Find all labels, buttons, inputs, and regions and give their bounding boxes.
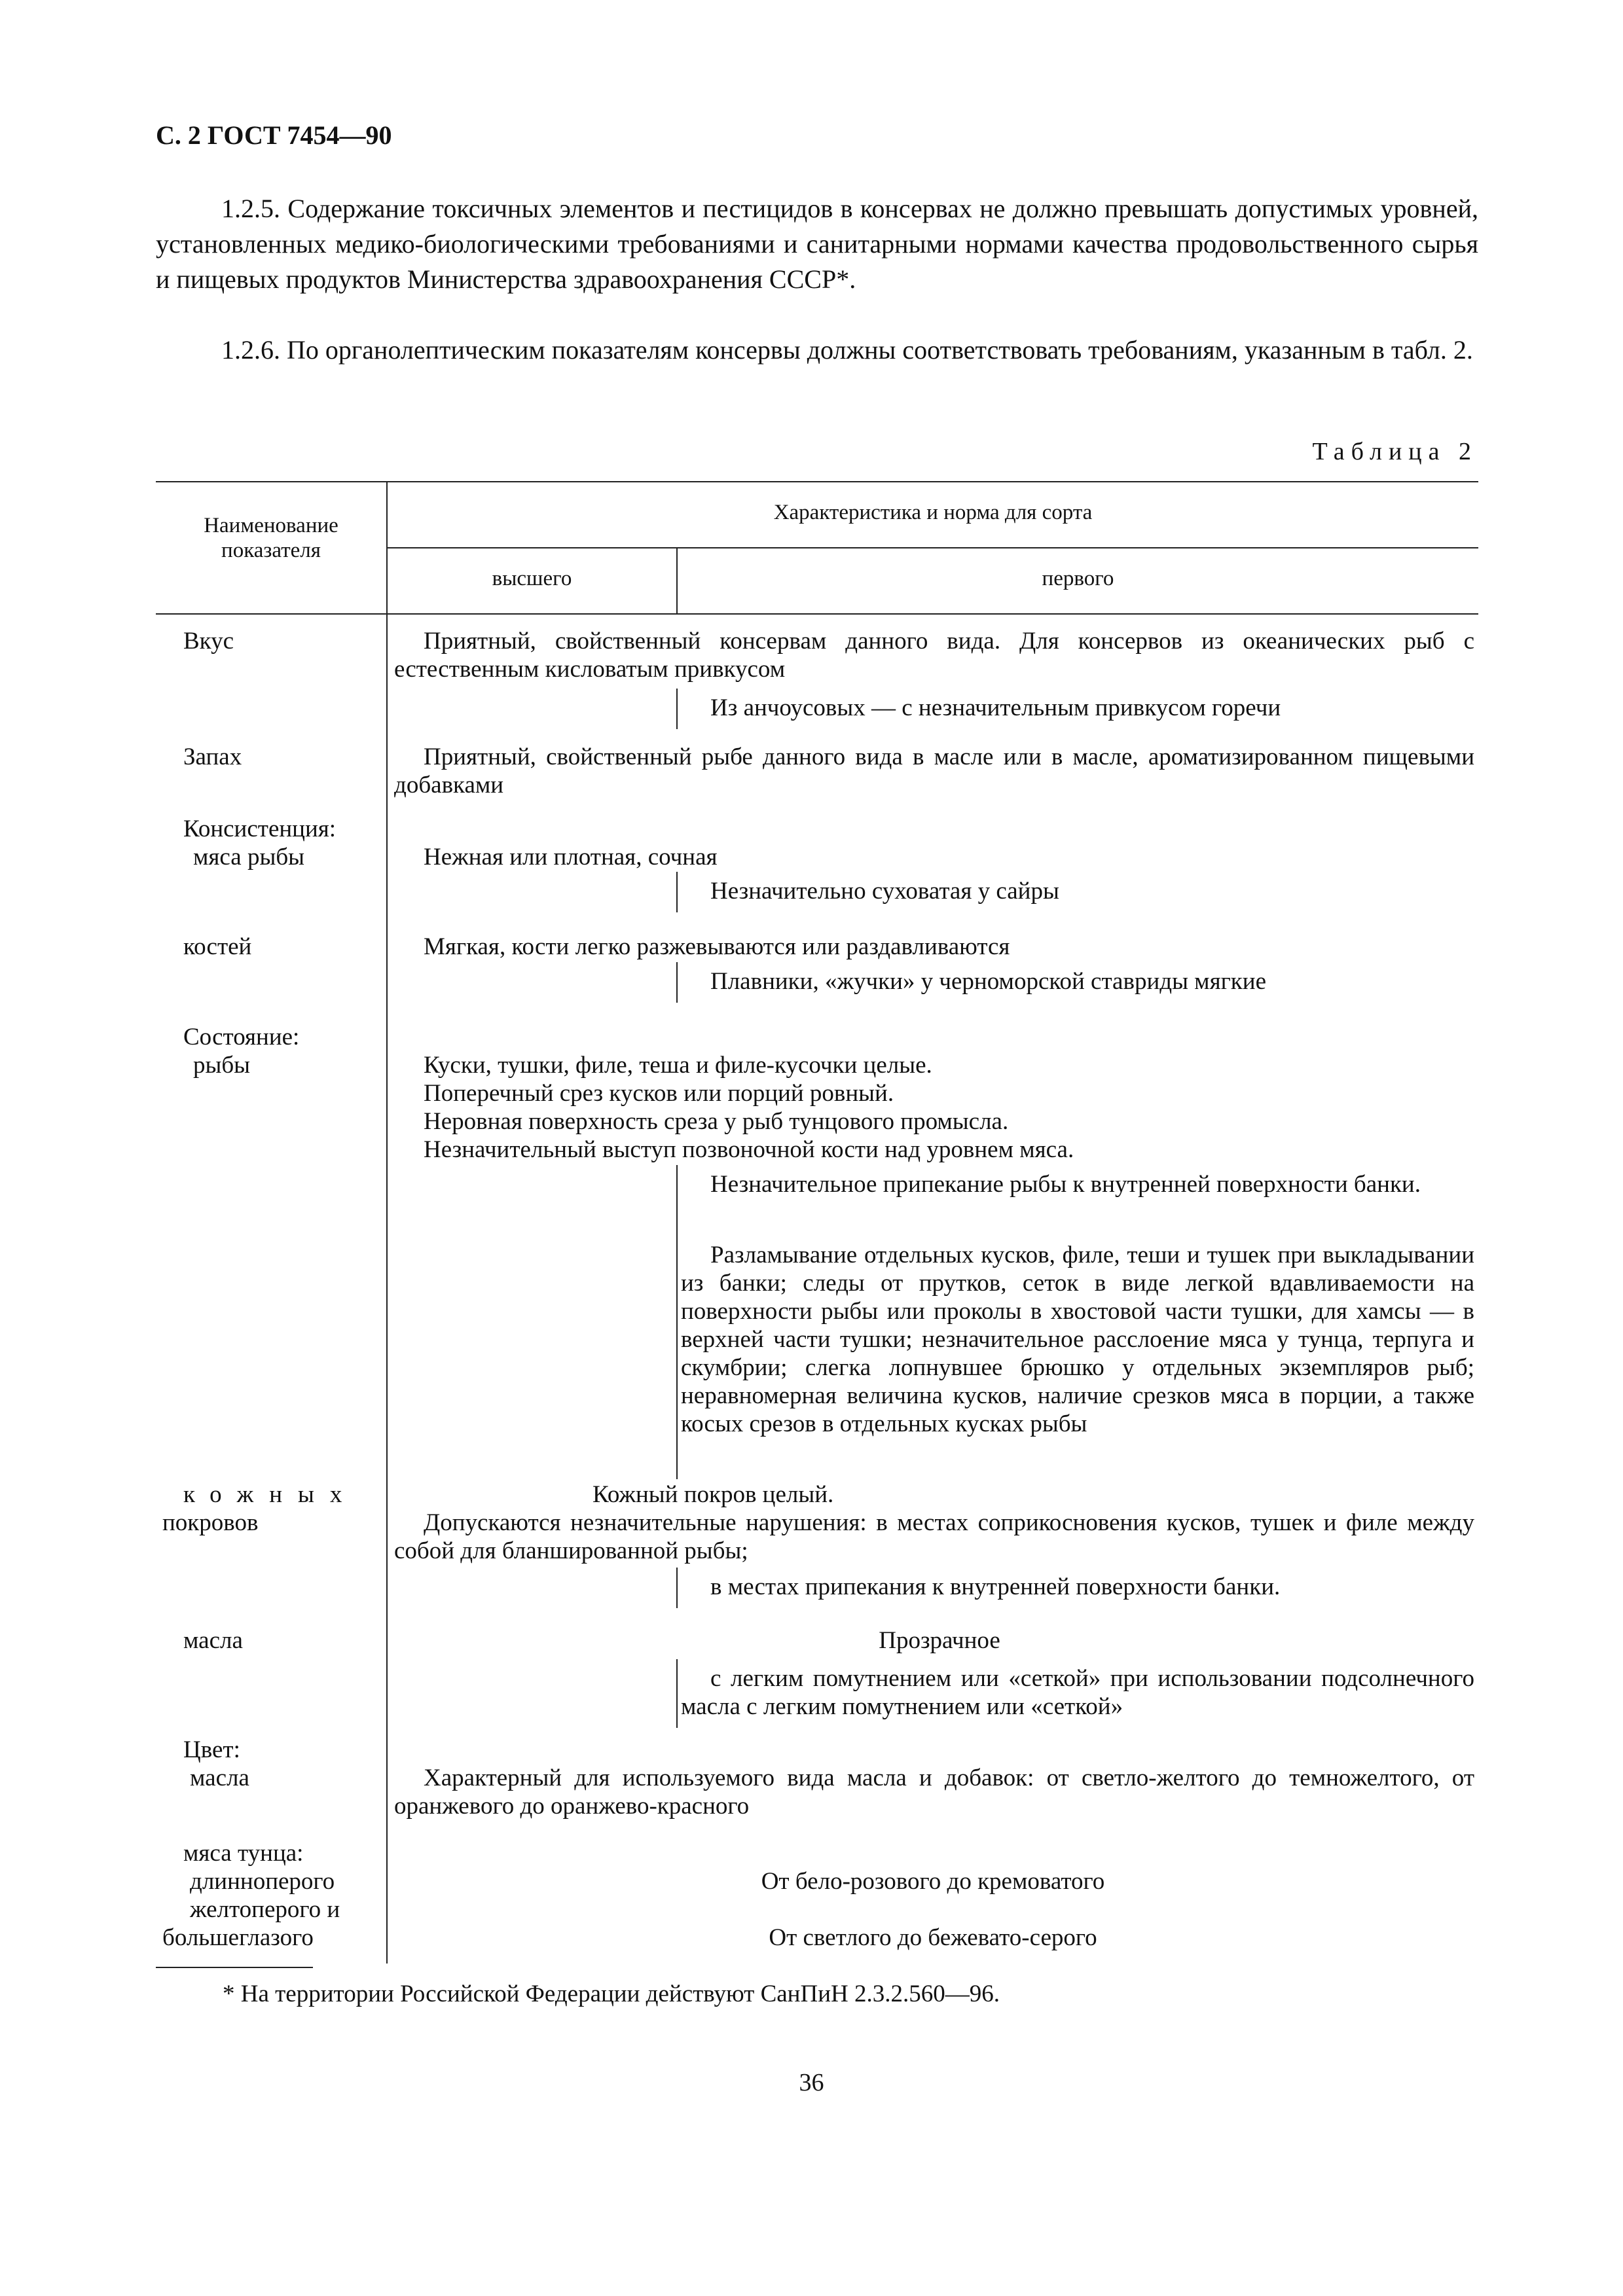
row-label-fish-meat: мяса рыбы (193, 844, 305, 870)
head-grade-first: первого (1042, 567, 1114, 590)
cell-fish-both-2: Поперечный срез кусков или порций ровный. (424, 1080, 894, 1107)
paragraph-text: 1.2.6. По органолептическим показателям консервы должны соответствовать требованиям, указанным в табл. 2. (221, 335, 1473, 365)
cell-text: в местах припекания к внутренней поверхности банки. (710, 1573, 1281, 1600)
cell-fish-both-1: Куски, тушки, филе, теша и филе-кусочки целые. (424, 1052, 932, 1079)
row-label-color: Цвет: (183, 1736, 240, 1763)
row-label-yellowfin: желтоперого и (190, 1896, 340, 1923)
cell-fish-first-1 (681, 1170, 1474, 1198)
cell-meat-first (681, 877, 1474, 905)
cell-text: Допускаются незначительные нарушения: в местах соприкосновения кусков, тушек и филе между собой для бланшированной рыбы; (394, 1509, 1474, 1564)
table-top-rule (156, 481, 1478, 482)
page-number: 36 (799, 2069, 824, 2096)
row-label-skin-a: кожных (183, 1481, 358, 1508)
footnote-rule (156, 1967, 313, 1968)
first-grade-rule (676, 872, 678, 912)
paragraph-1-2-6 (156, 332, 1478, 368)
row-label-longfin: длинноперого (190, 1868, 335, 1895)
cell-oil-first (681, 1664, 1474, 1721)
cell-text: Плавники, «жучки» у черноморской ставриды мягкие (710, 968, 1266, 995)
cell-skin-first (681, 1573, 1474, 1601)
cell-fish-both-3: Неровная поверхность среза у рыб тунцового промысла. (424, 1108, 1009, 1135)
cell-skin-both-1: Кожный покров целый. (593, 1481, 834, 1508)
row-label-smell: Запах (183, 744, 242, 770)
page-header: С. 2 ГОСТ 7454—90 (156, 120, 392, 150)
paragraph-text: 1.2.5. Содержание токсичных элементов и пестицидов в консервах не должно превышать допустимых уровней, установленных медико-биологическими требованиями и санитарными нормами качества продовольственного сырья и пищевых продуктов Министерства здравоохранения СССР*. (156, 194, 1478, 294)
first-grade-rule (676, 1165, 678, 1479)
cell-text: Разламывание отдельных кусков, филе, теши и тушек при выкладывании из банки; следы от прутков, сеток в виде легкой вдавливаемости на поверхности рыбы или проколы в хвостовой части тушки, для хамсы — в верхней части тушки; незначительное расслоение мяса у тунца, терпуга и скумбрии; слегка лопнувшее брюшко у отдельных экземпляров рыб; неравномерная величина кусков, наличие срезков мяса в порции, а также косых срезов в отдельных кусках рыбы (681, 1242, 1474, 1437)
first-grade-rule (676, 962, 678, 1003)
head-characteristic: Характеристика и норма для сорта (773, 501, 1093, 524)
cell-text: с легким помутнением или «сеткой» при использовании подсолнечного масла с легким помутнением или «сеткой» (681, 1665, 1474, 1720)
row-label-bigeye: большеглазого (162, 1924, 314, 1951)
cell-fish-first-2 (681, 1241, 1474, 1438)
cell-tuna-yellowfin-bigeye: От светлого до бежевато-серого (769, 1924, 1097, 1951)
cell-text: Нежная или плотная, сочная (424, 844, 718, 870)
footnote: * На территории Российской Федерации действуют СанПиН 2.3.2.560—96. (223, 1981, 1000, 2007)
cell-tuna-longfin: От бело-розового до кремоватого (761, 1868, 1105, 1895)
cell-bones-first (681, 967, 1474, 996)
cell-text: Незначительное припекание рыбы к внутренней поверхности банки. (710, 1171, 1421, 1198)
row-label-oil: масла (183, 1627, 243, 1654)
table-label: Таблица 2 (1312, 438, 1478, 465)
head-indicator-name: Наименование показателя (204, 514, 338, 562)
cell-skin-both-2 (394, 1509, 1474, 1565)
cell-oil-both: Прозрачное (879, 1627, 1000, 1654)
paragraph-1-2-5 (156, 191, 1478, 297)
table-head-bottom-rule (156, 613, 1478, 615)
head-grade-top: высшего (492, 567, 572, 590)
cell-smell-both (394, 743, 1474, 799)
cell-text: Приятный, свойственный рыбе данного вида в масле или в масле, ароматизированном пищевыми добавками (394, 744, 1474, 798)
row-label-tuna: мяса тунца: (183, 1840, 304, 1867)
row-label-taste: Вкус (183, 628, 234, 655)
row-label-bones: костей (183, 933, 252, 960)
first-grade-rule (676, 1568, 678, 1608)
cell-text: Незначительно суховатая у сайры (710, 878, 1059, 905)
row-label-color-oil: масла (190, 1765, 249, 1791)
row-label-skin-b: покровов (162, 1509, 259, 1536)
cell-taste-both (394, 627, 1474, 683)
cell-text: Приятный, свойственный консервам данного вида. Для консервов из океанических рыб с естественным кисловатым привкусом (394, 628, 1474, 683)
cell-color-oil-both (394, 1764, 1474, 1820)
cell-text: Из анчоусовых — с незначительным привкусом горечи (710, 694, 1281, 721)
cell-text: Характерный для используемого вида масла и добавок: от светло-желтого до темножелтого, от оранжевого до оранжево-красного (394, 1765, 1474, 1820)
first-grade-rule (676, 689, 678, 729)
row-label-fish: рыбы (193, 1052, 251, 1079)
cell-taste-first (681, 694, 1474, 722)
row-label-state: Состояние: (183, 1024, 300, 1050)
cell-text: Мягкая, кости легко разжевываются или раздавливаются (424, 933, 1010, 960)
table-head-mid-rule (386, 547, 1478, 548)
cell-meat-both (394, 843, 1474, 871)
row-label-consistency: Консистенция: (183, 816, 337, 842)
first-grade-rule (676, 1659, 678, 1728)
cell-fish-both-4: Незначительный выступ позвоночной кости над уровнем мяса. (424, 1136, 1074, 1163)
cell-bones-both (394, 933, 1474, 961)
